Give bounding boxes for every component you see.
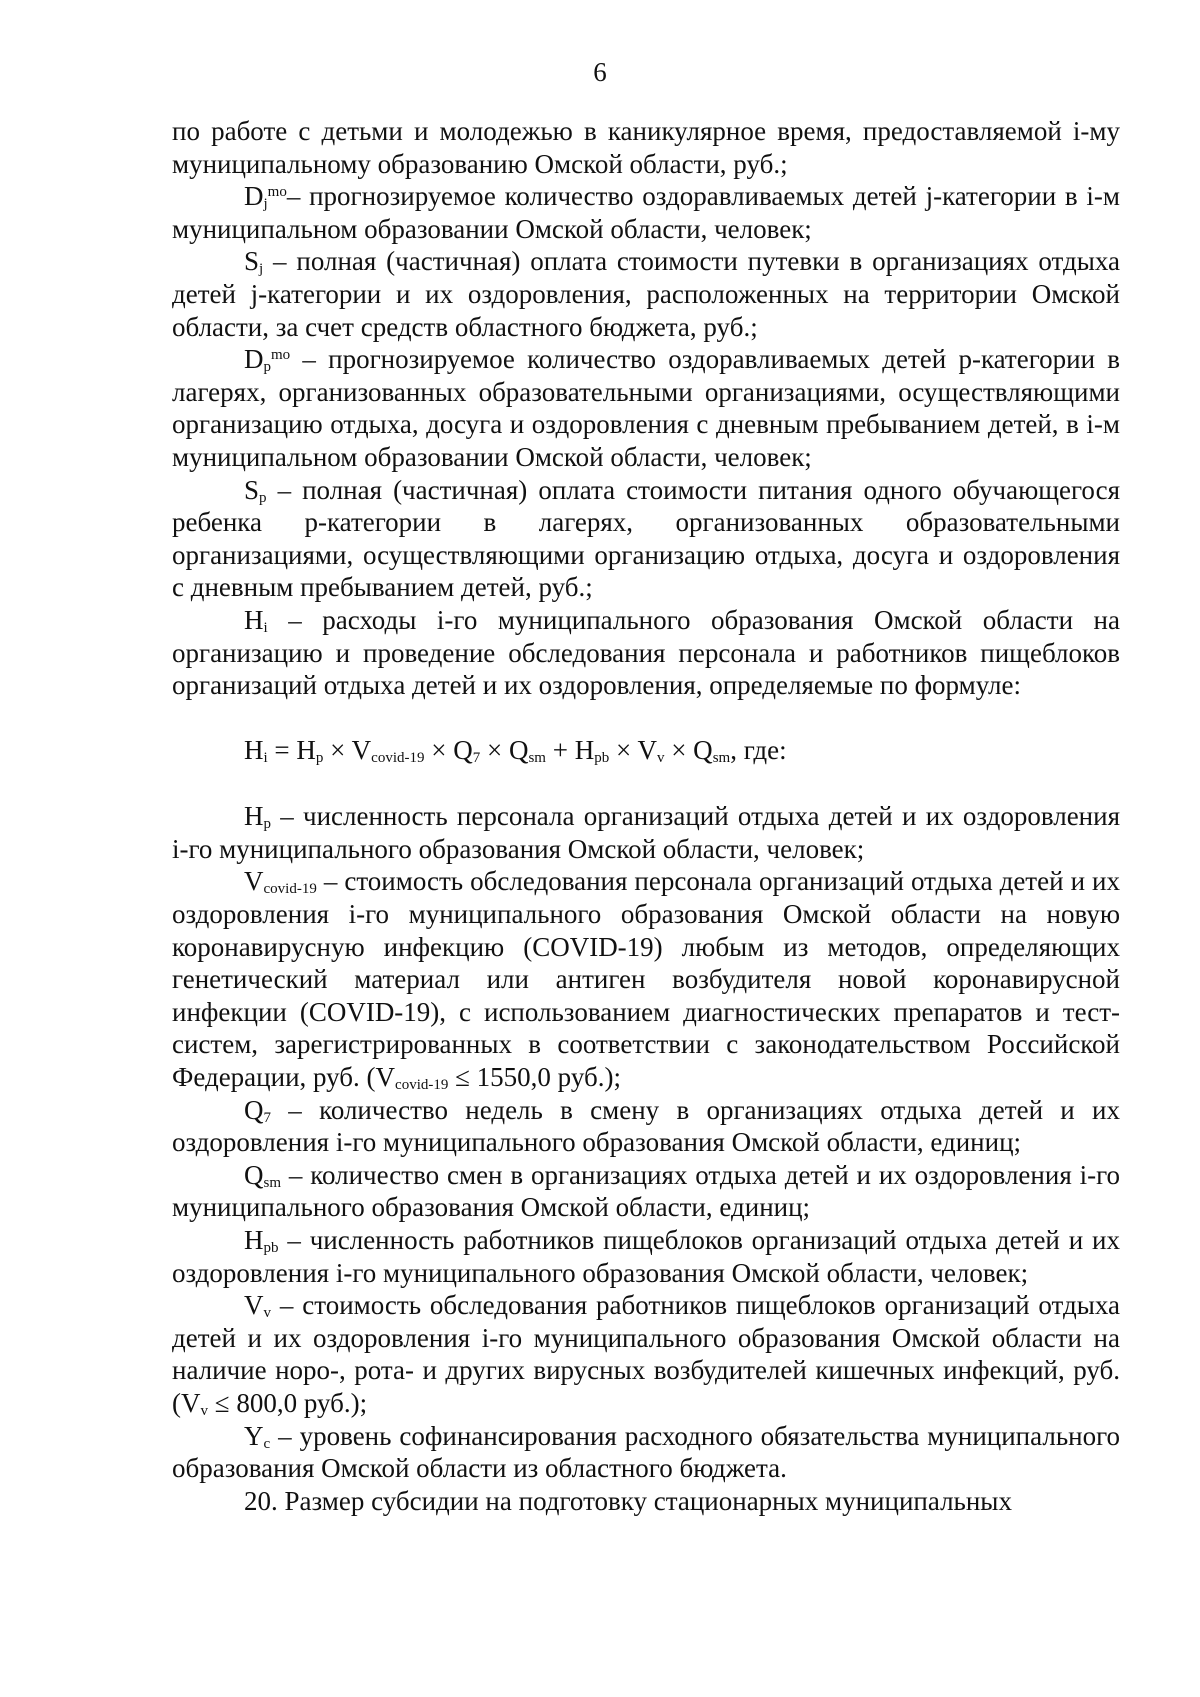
definition-h-i: $H_i$ – расходы i-го муниципального образования Омской области на организацию и проведение обследования персонала и работников пищеблоков организаций отдыха детей и их оздоровления, определяемые по формуле: xyxy=(172,604,1120,701)
definition-y-c: $Y_c$ – уровень софинансирования расходного обязательства муниципального образования Омской области из областного бюджета. xyxy=(172,1420,1120,1484)
page-number: 6 xyxy=(593,57,607,87)
definition-h-pb: $H_{pb}$ – численность работников пищеблоков организаций отдыха детей и их оздоровления i-го муниципального образования Омской области, человек; xyxy=(172,1225,1120,1288)
paragraph-20: 20. Размер субсидии на подготовку стационарных муниципальных xyxy=(244,1485,1012,1516)
definition-d-j-mo: $D_j^{mo}-$ прогнозируемое количество оздоравливаемых детей j-категории в i-м муниципальном образовании Омской области, человек; xyxy=(172,181,1120,244)
definition-s-p: $S_p$ – полная (частичная) оплата стоимости питания одного обучающегося ребенка p-категории в лагерях, организованных образовательными организациями, осуществляющими организацию отдыха, досуга и оздоровления с дневным пребыванием детей, руб.; xyxy=(172,474,1120,603)
definition-h-p: $H_p$ – численность персонала организаций отдыха детей и их оздоровления i-го муниципального образования Омской области, человек; xyxy=(172,801,1120,864)
definition-q-7: $Q_7$ – количество недель в смену в организациях отдыха детей и их оздоровления i-го муниципального образования Омской области, единиц; xyxy=(172,1094,1120,1158)
definition-s-j: $S_j$ – полная (частичная) оплата стоимости путевки в организациях отдыха детей j-категории и их оздоровления, расположенных на территории Омской области, за счет средств областного бюджета, руб.; xyxy=(172,246,1120,342)
definition-v-v: $V_v$ – стоимость обследования работников пищеблоков организаций отдыха детей и их оздоровления i-го муниципального образования Омской области на наличие норо-, рота- и других вирусных возбудителей кишечных инфекций, руб. ($V_v \le 800,0$ руб.); xyxy=(172,1290,1120,1419)
formula-h-i: $H_i = H_p \times V_{covid-19} \times Q_7 \times Q_{sm} + H_{pb} \times V_v \times Q_{sm}$, где: xyxy=(244,734,787,766)
definition-q-sm: $Q_{sm}$ – количество смен в организациях отдыха детей и их оздоровления i-го муниципального образования Омской области, единиц; xyxy=(172,1159,1120,1223)
paragraph: по работе с детьми и молодежью в каникулярное время, предоставляемой i-му муниципальному образованию Омской области, руб.; xyxy=(172,116,1120,179)
document-body xyxy=(172,115,1120,1517)
definition-v-covid: $V_{covid-19}$ – стоимость обследования персонала организаций отдыха детей и их оздоровления i-го муниципального образования Омской области на новую коронавирусную инфекцию (COVID-19) любым из методов, определяющих генетический материал или антиген возбудителя новой коронавирусной инфекции (COVID-19), с использованием диагностических препаратов и тест-систем, зарегистрированных в соответствии с законодательством Российской Федерации, руб. ($V_{covid-19} \le 1550,0$ руб.); xyxy=(172,866,1120,1094)
definition-d-p-mo: $D_p^{mo}$ – прогнозируемое количество оздоравливаемых детей p-категории в лагерях, организованных образовательными организациями, осуществляющими организацию отдыха, досуга и оздоровления с дневным пребыванием детей, в i-м муниципальном образовании Омской области, человек; xyxy=(172,344,1120,472)
